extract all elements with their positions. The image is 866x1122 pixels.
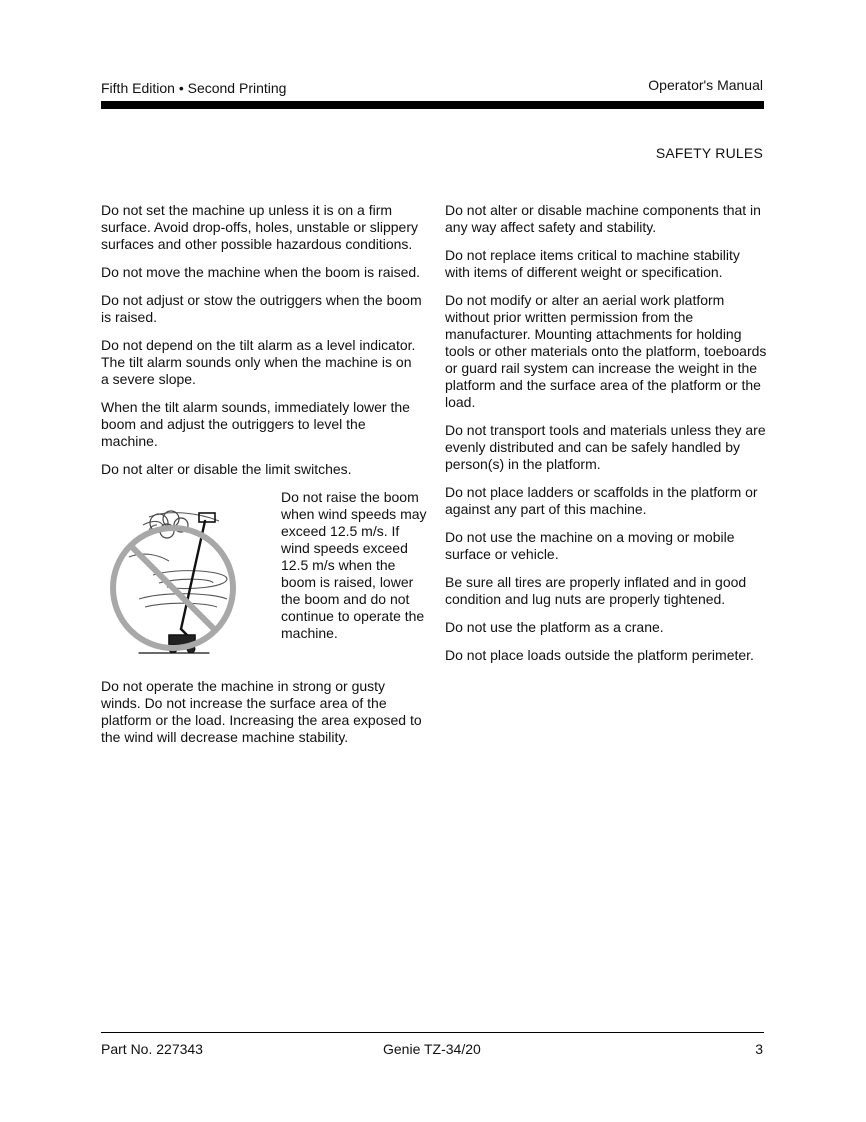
rule-paragraph: Be sure all tires are properly inflated and in good condition and lug nuts are properly tightened. [445,574,747,607]
header-rule [101,101,764,109]
rule-paragraph: Do not move the machine when the boom is raised. [101,264,421,280]
rule-paragraph: Do not use the platform as a crane. [445,619,664,635]
rule-paragraph: Do not depend on the tilt alarm as a level indicator. The tilt alarm sounds only when the machine is on a severe slope. [101,337,416,387]
rule-paragraph: Do not alter or disable machine components that in any way affect safety and stability. [445,202,761,235]
footer-model: Genie TZ-34/20 [383,1041,481,1057]
rule-paragraph: Do not transport tools and materials unless they are evenly distributed and can be safely handled by person(s) in the platform. [445,422,766,472]
header-edition: Fifth Edition • Second Printing [101,80,287,96]
rule-paragraph: Do not use the machine on a moving or mobile surface or vehicle. [445,529,735,562]
rule-paragraph: Do not operate the machine in strong or gusty winds. Do not increase the surface area of the platform or the load. Increasing the area exposed to the wind will decrease machine stability. [101,678,422,745]
rule-paragraph: Do not modify or alter an aerial work platform without prior written permission from the manufacturer. Mounting attachments for holding tools or other materials onto the platform, toeboards or guard rail system can increase the weight in the platform and the surface area of the platform or the load. [445,292,767,410]
left-column [101,202,427,757]
wind-warning-caption: Do not raise the boom when wind speeds may exceed 12.5 m/s. If wind speeds exceed 12.5 m/s when the boom is raised, lower the boom and do not continue to operate the machine. [281,489,427,641]
footer-part-number: Part No. 227343 [101,1041,203,1057]
rule-paragraph: When the tilt alarm sounds, immediately lower the boom and adjust the outriggers to level the machine. [101,399,410,449]
section-title: SAFETY RULES [655,145,763,161]
rule-paragraph: Do not replace items critical to machine stability with items of different weight or specification. [445,247,740,280]
footer-rule [101,1032,764,1033]
header-manual-title: Operator's Manual [648,77,763,93]
wind-warning-figure [101,489,427,667]
rule-paragraph: Do not place loads outside the platform perimeter. [445,647,754,663]
rule-paragraph: Do not alter or disable the limit switches. [101,461,352,477]
rule-paragraph: Do not set the machine up unless it is on a firm surface. Avoid drop-offs, holes, unstable or slippery surfaces and other possible hazardous conditions. [101,202,418,252]
rule-paragraph: Do not adjust or stow the outriggers when the boom is raised. [101,292,422,325]
right-column [445,202,767,675]
no-wind-operation-icon [109,495,237,661]
footer-page-number: 3 [755,1041,763,1057]
rule-paragraph: Do not place ladders or scaffolds in the platform or against any part of this machine. [445,484,758,517]
